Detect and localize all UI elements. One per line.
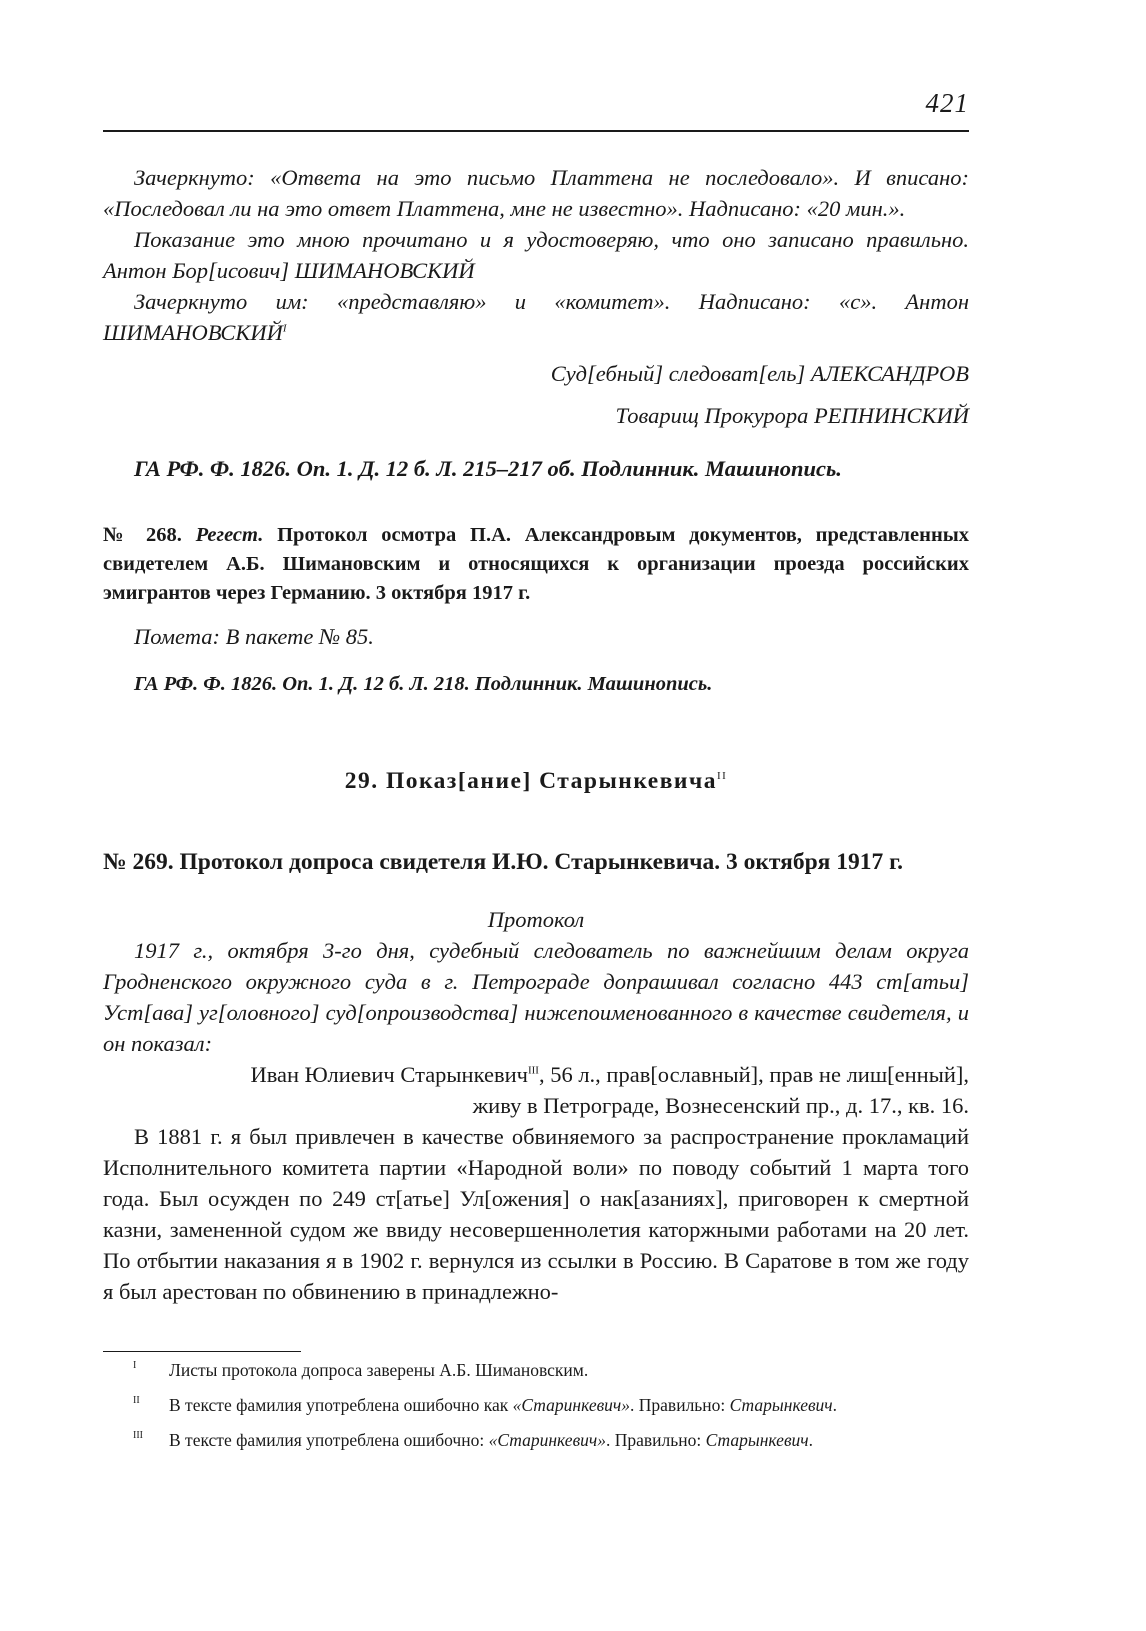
- footnote-ref-3[interactable]: III: [527, 1064, 539, 1077]
- header-rule: [103, 130, 969, 132]
- testimony-text: В 1881 г. я был привлечен в качестве обвиняемого за распространение прокламаций Исполнительного комитета партии «Народной воли» по поводу событий 1 марта того года. Был осужден по 249 ст[атье] Ул[ожения] о нак[азаниях], приговорен к смертной казни, замененной судом же ввиду несовершеннолетия каторжными работами на 20 лет. По отбытии наказания я в 1902 г. вернулся из ссылки в Россию. В Саратове в том же году я был арестован по обвинению в принадлежно-: [103, 1124, 969, 1304]
- footnote-3: [103, 1423, 969, 1458]
- page-content: [103, 162, 969, 1307]
- footnote-3-end: .: [808, 1430, 814, 1450]
- doc-268-regest: [103, 521, 969, 608]
- footnote-2-mark: II: [133, 1395, 140, 1406]
- footnote-3-right: Старынкевич: [705, 1430, 809, 1450]
- signature-investigator: Суд[ебный] следоват[ель] АЛЕКСАНДРОВ: [550, 361, 969, 386]
- witness-line: [103, 1059, 969, 1090]
- witness-address: живу в Петрограде, Вознесенский пр., д. 17., кв. 16.: [472, 1093, 969, 1118]
- footnote-2: [103, 1388, 969, 1423]
- crossed-by-him-text: Зачеркнуто им: «представляю» и «комитет». Надписано: «с». Антон ШИМАНОВСКИЙ: [103, 289, 969, 345]
- witness-details: , 56 л., прав[ославный], прав не лиш[енный],: [538, 1062, 969, 1087]
- footnote-ref-2[interactable]: II: [716, 770, 728, 783]
- archive-reference-1: ГА РФ. Ф. 1826. Оп. 1. Д. 12 б. Л. 215–217 об. Подлинник. Машинопись.: [134, 456, 842, 481]
- page-number: 421: [925, 88, 969, 118]
- footnote-1-mark: I: [133, 1360, 137, 1371]
- footnote-1-text: Листы протокола допроса заверены А.Б. Шимановским.: [169, 1360, 589, 1380]
- footnotes: [103, 1353, 969, 1458]
- signature-prosecutor: Товарищ Прокурора РЕПНИНСКИЙ: [615, 403, 969, 428]
- section-title: [103, 766, 969, 797]
- doc-268-kind: Регест.: [195, 524, 264, 546]
- archive-reference-2: ГА РФ. Ф. 1826. Оп. 1. Д. 12 б. Л. 218. Подлинник. Машинопись.: [134, 673, 713, 695]
- protocol-title: Протокол: [487, 907, 585, 932]
- attestation-note: Показание это мною прочитано и я удостоверяю, что оно записано правильно. Антон Бор[исович] ШИМАНОВСКИЙ: [103, 227, 969, 283]
- witness-name: Иван Юлиевич Старынкевич: [250, 1062, 528, 1087]
- section-title-text: 29. Показ[ание] Старынкевича: [344, 768, 717, 794]
- document-page: [103, 0, 969, 1631]
- doc-269-heading: № 269. Протокол допроса свидетеля И.Ю. Старынкевича. 3 октября 1917 г.: [103, 849, 904, 875]
- footnote-3-mid: . Правильно:: [606, 1430, 706, 1450]
- crossed-out-note: Зачеркнуто: «Ответа на это письмо Платтена не последовало». И вписано: «Последовал ли на это ответ Платтена, мне не известно». Надписано: «20 мин.».: [103, 165, 969, 221]
- doc-268-text: Протокол осмотра П.А. Александровым документов, представленных свидетелем А.Б. Шимановским и относящихся к организации проезда российских эмигрантов через Германию. 3 октября 1917 г.: [103, 524, 970, 604]
- doc-268-number: № 268.: [103, 524, 182, 546]
- footnote-2-end: .: [832, 1395, 838, 1415]
- footnote-2-lead: В тексте фамилия употреблена ошибочно как: [169, 1395, 513, 1415]
- footnote-2-right: Старынкевич: [729, 1395, 833, 1415]
- footnote-ref-1[interactable]: I: [282, 322, 287, 335]
- footnote-1: [103, 1353, 969, 1388]
- footnote-3-lead: В тексте фамилия употреблена ошибочно:: [169, 1430, 489, 1450]
- doc-268-pometa: Помета: В пакете № 85.: [134, 624, 374, 649]
- footnote-2-wrong: «Старинкевич»: [512, 1395, 631, 1415]
- footnote-3-wrong: «Старинкевич»: [488, 1430, 607, 1450]
- footnote-2-mid: . Правильно:: [630, 1395, 730, 1415]
- protocol-intro: 1917 г., октября 3-го дня, судебный следователь по важнейшим делам округа Гродненского окружного суда в г. Петрограде допрашивал согласно 443 ст[атьи] Уст[ава] уг[оловного] суд[опроизводства] нижепоименованного в качестве свидетеля, и он показал:: [103, 938, 969, 1056]
- footnote-3-mark: III: [133, 1430, 143, 1441]
- crossed-by-him-note: [103, 286, 969, 348]
